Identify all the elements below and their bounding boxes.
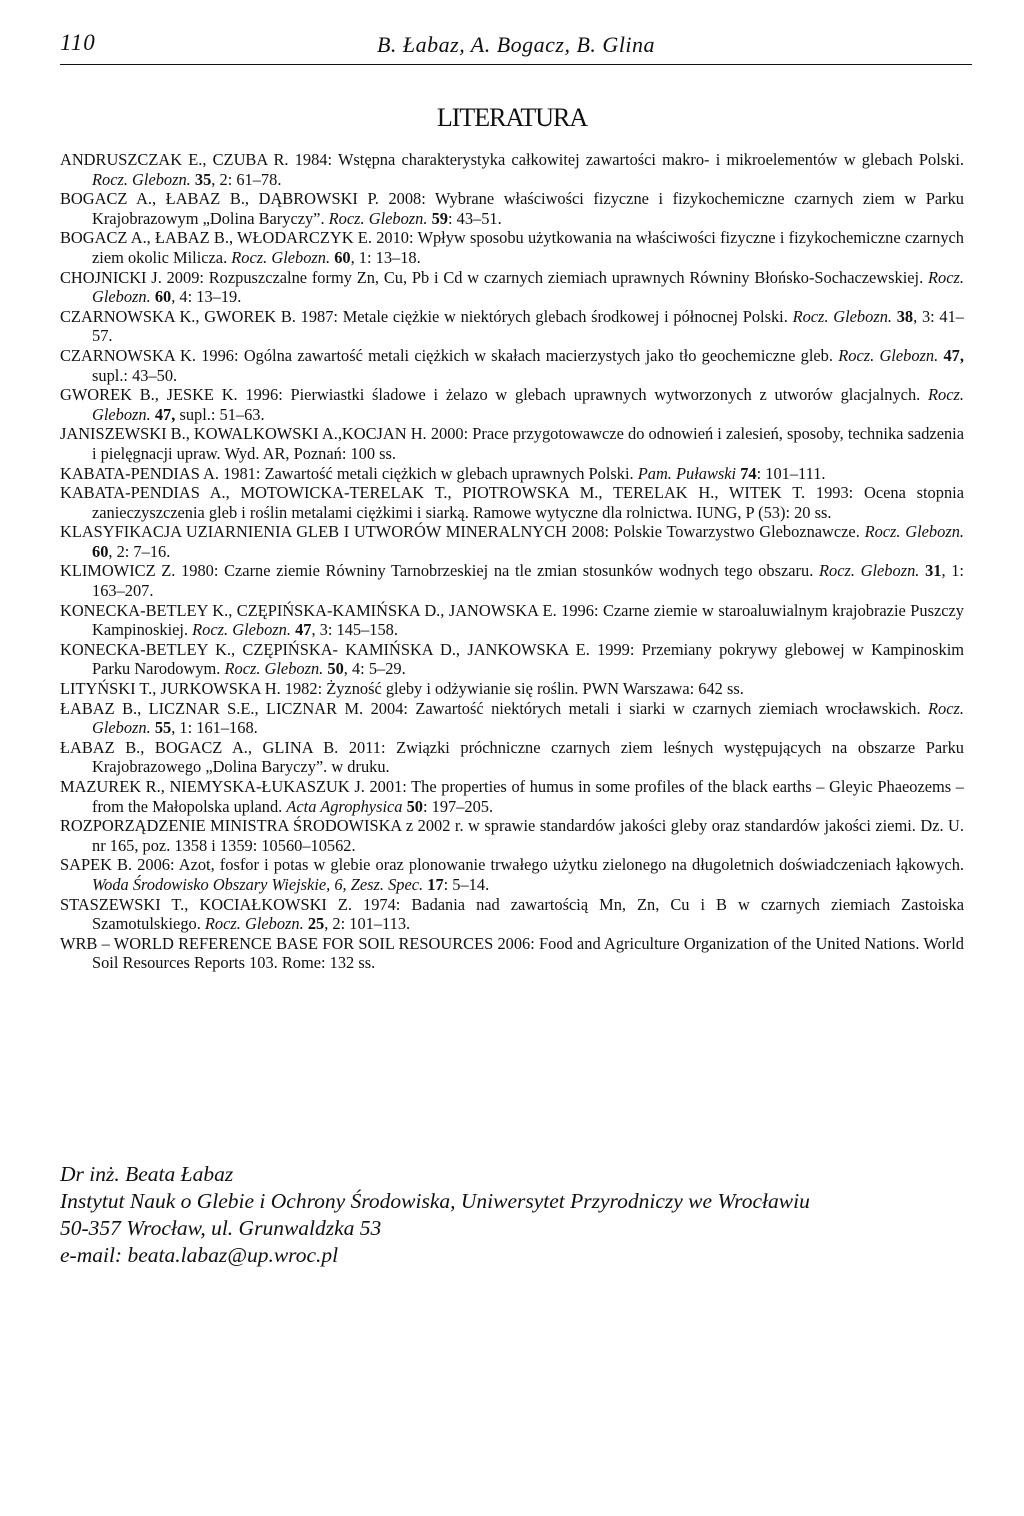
reference-pages: supl.: 43–50. bbox=[92, 365, 178, 385]
reference-entry bbox=[60, 777, 964, 816]
reference-text: 2006: Food and Agriculture Organization of the United Nations. World Soil Resources Reports 103. Rome: 132 ss. bbox=[92, 933, 964, 973]
reference-authors: KLIMOWICZ Z. bbox=[60, 561, 176, 581]
reference-entry bbox=[60, 483, 964, 522]
author-name: Dr inż. Beata Łabaz bbox=[60, 1162, 234, 1186]
reference-volume: 35 bbox=[194, 169, 212, 189]
page-number: 110 bbox=[60, 30, 96, 55]
reference-text: 1996: Ogólna zawartość metali ciężkich w skałach macierzystych jako tło geochemiczne gleb. bbox=[201, 345, 833, 365]
reference-journal: Rocz. Glebozn. bbox=[204, 914, 304, 934]
reference-text: 2000: Prace przygotowawcze do odnowień i zalesień, sposoby, technika sadzenia i pielęgnacji upraw. Wyd. AR, Poznań: 100 ss. bbox=[92, 424, 964, 463]
reference-volume: 50 bbox=[406, 796, 423, 816]
reference-text: z 2002 r. w sprawie standardów jakości gleby oraz standardów jakości ziemi. Dz. U. nr 165, poz. 1358 i 1359: 10560–10562. bbox=[92, 816, 964, 855]
reference-pages: : 101–111. bbox=[756, 463, 826, 483]
reference-authors: KONECKA-BETLEY K., CZĘPIŃSKA-KAMIŃSKA D., JANOWSKA E. bbox=[60, 600, 557, 620]
reference-entry bbox=[60, 895, 964, 934]
reference-text: 1993: Ocena stopnia zanieczyszczenia gleb i roślin metalami ciężkimi i siarką. Ramowe wytyczne dla rolnictwa. IUNG, P (53): 20 ss. bbox=[92, 483, 964, 522]
reference-text: 1980: Czarne ziemie Równiny Tarnobrzeskiej na tle zmian stosunków wodnych tego obszaru. bbox=[181, 561, 814, 581]
reference-text: 2001: The properties of humus in some profiles of the black earths – Gleyic Phaeozems – from the Małopolska upland. bbox=[92, 777, 964, 816]
reference-authors: BOGACZ A., ŁABAZ B., WŁODARCZYK E. bbox=[60, 228, 372, 248]
reference-pages: , 4: 13–19. bbox=[171, 287, 242, 307]
reference-pages: , 2: 101–113. bbox=[324, 914, 411, 934]
author-email[interactable]: e-mail: beata.labaz@up.wroc.pl bbox=[60, 1243, 339, 1267]
reference-volume: 47, bbox=[943, 345, 964, 365]
reference-entry bbox=[60, 855, 964, 894]
reference-entry bbox=[60, 816, 964, 855]
reference-journal: Pam. Puławski bbox=[637, 463, 737, 483]
page-header bbox=[60, 30, 972, 65]
reference-journal: Rocz. Glebozn. bbox=[864, 522, 964, 542]
reference-text: 2009: Rozpuszczalne formy Zn, Cu, Pb i Cd w czarnych ziemiach uprawnych Równiny Błońsko-Sochaczewskiej. bbox=[166, 267, 924, 287]
reference-entry bbox=[60, 268, 964, 307]
reference-authors: ŁABAZ B., LICZNAR S.E., LICZNAR M. bbox=[60, 698, 364, 718]
reference-journal: Rocz. Glebozn. bbox=[92, 385, 964, 424]
reference-volume: 60 bbox=[92, 541, 109, 561]
reference-journal: Rocz. Glebozn. bbox=[328, 208, 428, 228]
reference-volume: 47, bbox=[154, 404, 176, 424]
reference-text: 1987: Metale ciężkie w niektórych glebach środkowej i północnej Polski. bbox=[300, 306, 788, 326]
reference-authors: ŁABAZ B., BOGACZ A., GLINA B. bbox=[60, 737, 339, 757]
reference-volume: 50 bbox=[327, 659, 344, 679]
reference-text: 1999: Przemiany pokrywy glebowej w Kampinoskim Parku Narodowym. bbox=[92, 639, 965, 679]
reference-pages: , 2: 7–16. bbox=[108, 541, 171, 561]
reference-text: 2006: Azot, fosfor i potas w glebie oraz plonowanie trwałego użytku zielonego na długoletnich doświadczeniach łąkowych. bbox=[137, 855, 964, 875]
reference-text: 2010: Wpływ sposobu użytkowania na właściwości fizyczne i fizykochemiczne czarnych ziem okolic Milicza. bbox=[92, 228, 964, 267]
reference-text: 1996: Czarne ziemie w staroaluwialnym krajobrazie Puszczy Kampinoskiej. bbox=[92, 600, 964, 640]
reference-pages: , 1: 13–18. bbox=[350, 247, 421, 267]
running-head: B. Łabaz, A. Bogacz, B. Glina bbox=[376, 32, 656, 57]
reference-entry bbox=[60, 464, 964, 484]
reference-pages: , 1: 163–207. bbox=[92, 561, 964, 601]
reference-text: 2008: Wybrane właściwości fizyczne i fizykochemiczne czarnych ziem w Parku Krajobrazowym „Dolina Baryczy”. bbox=[92, 189, 964, 228]
reference-entry bbox=[60, 679, 964, 699]
section-title: LITERATURA bbox=[436, 103, 588, 132]
reference-journal: Rocz. Glebozn. bbox=[819, 561, 920, 581]
reference-entry bbox=[60, 699, 964, 738]
reference-authors: ANDRUSZCZAK E., CZUBA R. bbox=[60, 150, 289, 169]
reference-authors: WRB – WORLD REFERENCE BASE FOR SOIL RESOURCES bbox=[60, 933, 494, 953]
reference-entry bbox=[60, 522, 964, 561]
reference-authors: KLASYFIKACJA UZIARNIENIA GLEB I UTWORÓW MINERALNYCH bbox=[60, 522, 567, 542]
reference-journal: Rocz. Glebozn. bbox=[224, 659, 324, 679]
reference-volume: 38 bbox=[896, 306, 914, 326]
reference-entry bbox=[60, 424, 964, 463]
reference-journal: Rocz. Glebozn. bbox=[92, 698, 964, 738]
reference-pages: : 197–205. bbox=[422, 796, 494, 816]
reference-list bbox=[60, 150, 964, 973]
reference-volume: 60 bbox=[154, 287, 172, 307]
reference-volume: 60 bbox=[334, 247, 351, 267]
reference-text: 1996: Pierwiastki śladowe i żelazo w glebach uprawnych wytworzonych z utworów glacjalnych. bbox=[245, 385, 921, 405]
reference-authors: CHOJNICKI J. bbox=[60, 267, 162, 287]
reference-pages: , 3: 41–57. bbox=[92, 306, 964, 346]
reference-volume: 25 bbox=[307, 914, 325, 934]
reference-pages: supl.: 51–63. bbox=[175, 404, 265, 424]
reference-journal: Rocz. Glebozn. bbox=[92, 267, 964, 307]
reference-entry bbox=[60, 228, 964, 267]
reference-text: 1981: Zawartość metali ciężkich w glebach uprawnych Polski. bbox=[223, 463, 634, 483]
reference-authors: STASZEWSKI T., KOCIAŁKOWSKI Z. bbox=[60, 894, 352, 914]
reference-entry bbox=[60, 189, 964, 228]
reference-authors: KONECKA-BETLEY K., CZĘPIŃSKA- KAMIŃSKA D., JANKOWSKA E. bbox=[60, 639, 590, 659]
reference-authors: BOGACZ A., ŁABAZ B., DĄBROWSKI P. bbox=[60, 189, 379, 209]
reference-text: 1974: Badania nad zawartością Mn, Zn, Cu i B w czarnych ziemiach Zastoiska Szamotulskiego. bbox=[92, 894, 964, 934]
author-street: 50-357 Wrocław, ul. Grunwaldzka 53 bbox=[60, 1216, 382, 1240]
reference-authors: ROZPORZĄDZENIE MINISTRA ŚRODOWISKA bbox=[60, 816, 402, 836]
reference-volume: 59 bbox=[431, 208, 448, 228]
reference-text: 2004: Zawartość niektórych metali i siarki w czarnych ziemiach wrocławskich. bbox=[370, 698, 921, 718]
reference-authors: JANISZEWSKI B., KOWALKOWSKI A.,KOCJAN H. bbox=[60, 424, 427, 444]
reference-journal: Woda Środowisko Obszary Wiejskie, 6, Zesz. Spec. bbox=[92, 874, 424, 894]
reference-volume: 74 bbox=[740, 463, 757, 483]
reference-entry bbox=[60, 640, 964, 679]
reference-entry bbox=[60, 150, 964, 189]
author-address bbox=[60, 1161, 972, 1269]
reference-volume: 17 bbox=[427, 874, 444, 894]
reference-entry bbox=[60, 738, 964, 777]
reference-authors: LITYŃSKI T., JURKOWSKA H. bbox=[60, 679, 281, 699]
reference-pages: : 5–14. bbox=[443, 874, 490, 894]
reference-entry bbox=[60, 934, 964, 973]
reference-volume: 47 bbox=[295, 620, 312, 640]
reference-pages: : 43–51. bbox=[447, 208, 502, 228]
reference-authors: GWOREK B., JESKE K. bbox=[60, 385, 238, 405]
reference-pages: , 2: 61–78. bbox=[211, 169, 282, 189]
reference-authors: MAZUREK R., NIEMYSKA-ŁUKASZUK J. bbox=[60, 777, 365, 796]
reference-journal: Rocz. Glebozn. bbox=[92, 169, 191, 189]
reference-journal: Rocz. Glebozn. bbox=[192, 620, 291, 640]
reference-journal: Acta Agrophysica bbox=[286, 796, 403, 816]
reference-entry bbox=[60, 346, 964, 385]
reference-text: 1982: Żyzność gleby i odżywianie się roślin. PWN Warszawa: 642 ss. bbox=[284, 679, 744, 699]
reference-pages: , 4: 5–29. bbox=[343, 659, 406, 679]
reference-entry bbox=[60, 561, 964, 600]
reference-text: 2011: Związki próchniczne czarnych ziem leśnych występujących na obszarze Parku Krajobrazowego „Dolina Baryczy”. w druku. bbox=[92, 737, 964, 777]
reference-pages: , 3: 145–158. bbox=[311, 620, 398, 640]
reference-journal: Rocz. Glebozn. bbox=[231, 247, 331, 267]
reference-authors: KABATA-PENDIAS A., MOTOWICKA-TERELAK T., PIOTROWSKA M., TERELAK H., WITEK T. bbox=[60, 483, 806, 503]
reference-volume: 55 bbox=[154, 718, 172, 738]
reference-authors: SAPEK B. bbox=[60, 855, 133, 875]
reference-entry bbox=[60, 601, 964, 640]
reference-volume: 31 bbox=[925, 561, 942, 581]
reference-entry bbox=[60, 385, 964, 424]
reference-authors: CZARNOWSKA K., GWOREK B. bbox=[60, 306, 296, 326]
author-institute: Instytut Nauk o Glebie i Ochrony Środowiska, Uniwersytet Przyrodniczy we Wrocławiu bbox=[60, 1189, 810, 1213]
reference-authors: KABATA-PENDIAS A. bbox=[60, 463, 219, 483]
reference-text: 1984: Wstępna charakterystyka całkowitej zawartości makro- i mikroelementów w glebach Polski. bbox=[294, 150, 964, 169]
reference-text: 2008: Polskie Towarzystwo Gleboznawcze. bbox=[571, 522, 860, 542]
reference-authors: CZARNOWSKA K. bbox=[60, 345, 196, 365]
reference-pages: , 1: 161–168. bbox=[171, 718, 258, 738]
reference-journal: Rocz. Glebozn. bbox=[838, 345, 939, 365]
reference-journal: Rocz. Glebozn. bbox=[792, 306, 892, 326]
reference-entry bbox=[60, 307, 964, 346]
